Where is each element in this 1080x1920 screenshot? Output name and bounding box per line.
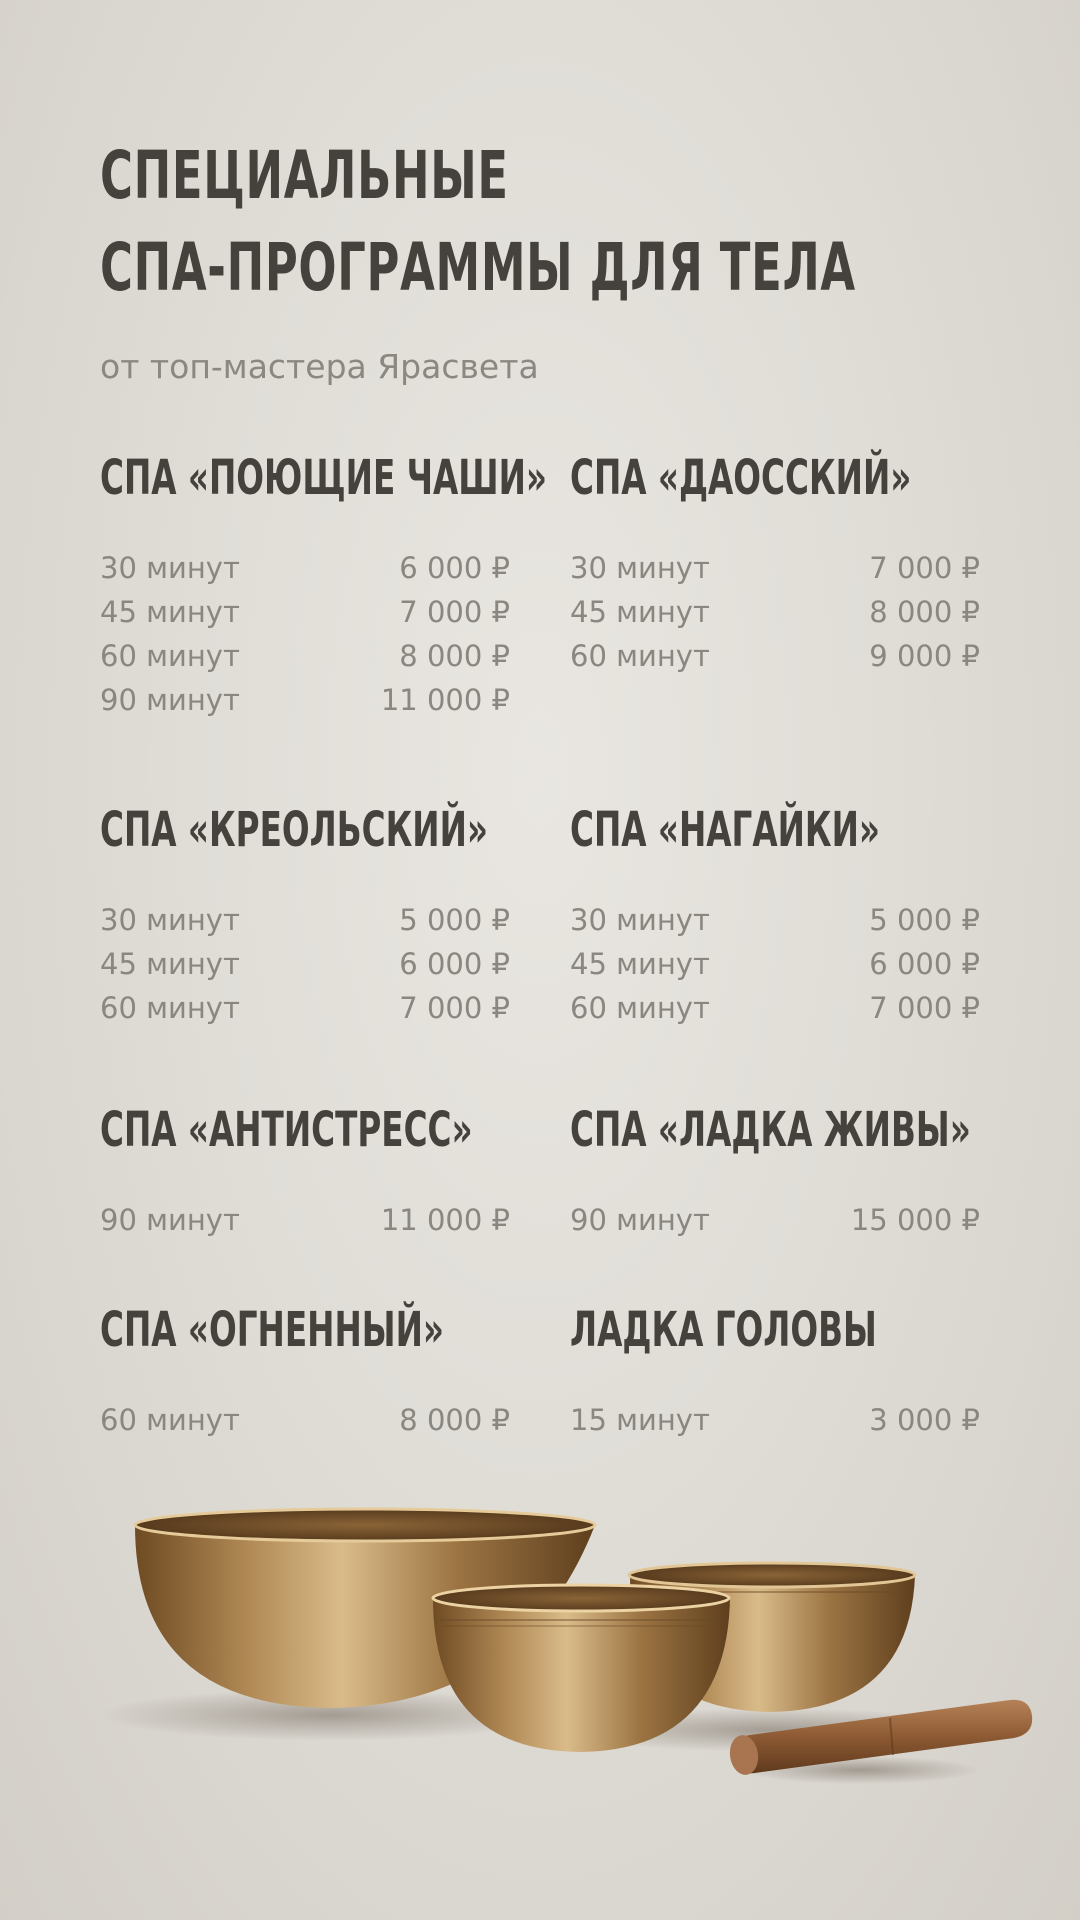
duration-label: 60 минут [100,991,240,1025]
duration-label: 60 минут [100,1403,240,1437]
price-row [570,546,980,590]
price-list [570,898,980,1030]
price-value: 7 000 ₽ [399,991,510,1025]
program-card-nagaiki [570,800,980,1030]
price-row [570,898,980,942]
duration-label: 90 минут [100,683,240,717]
price-row [570,1398,980,1442]
price-value: 11 000 ₽ [380,1203,510,1237]
program-card-ladka-zhivy [570,1100,980,1242]
singing-bowls-illustration [0,1480,1080,1800]
duration-label: 60 минут [570,991,710,1025]
price-list [570,546,980,678]
price-value: 6 000 ₽ [399,947,510,981]
price-list [100,546,510,722]
duration-label: 45 минут [100,595,240,629]
duration-label: 60 минут [100,639,240,673]
price-list [100,1198,510,1242]
price-row [570,1198,980,1242]
program-name: СПА «КРЕОЛЬСКИЙ» [100,802,488,858]
price-row [100,1398,510,1442]
price-value: 11 000 ₽ [380,683,510,717]
price-value: 7 000 ₽ [869,551,980,585]
price-value: 15 000 ₽ [850,1203,980,1237]
price-row [100,898,510,942]
price-row [100,678,510,722]
price-row [570,634,980,678]
program-name: СПА «ДАОССКИЙ» [570,450,912,506]
page-title-line-2: СПА-ПРОГРАММЫ ДЛЯ ТЕЛА [100,229,856,306]
price-value: 3 000 ₽ [869,1403,980,1437]
price-value: 8 000 ₽ [399,639,510,673]
price-row [100,546,510,590]
duration-label: 30 минут [100,551,240,585]
price-row [570,942,980,986]
price-value: 7 000 ₽ [869,991,980,1025]
price-row [100,986,510,1030]
duration-label: 90 минут [570,1203,710,1237]
price-value: 8 000 ₽ [869,595,980,629]
price-row [100,590,510,634]
program-name: ЛАДКА ГОЛОВЫ [570,1302,877,1358]
program-name: СПА «ПОЮЩИЕ ЧАШИ» [100,450,547,506]
price-value: 6 000 ₽ [399,551,510,585]
duration-label: 30 минут [570,551,710,585]
price-value: 5 000 ₽ [869,903,980,937]
price-row [570,986,980,1030]
duration-label: 45 минут [100,947,240,981]
price-value: 5 000 ₽ [399,903,510,937]
price-list [100,898,510,1030]
program-card-creole [100,800,510,1030]
program-name: СПА «НАГАЙКИ» [570,802,881,858]
price-row [100,942,510,986]
program-card-fiery [100,1300,510,1442]
page-title-line-1: СПЕЦИАЛЬНЫЕ [100,137,509,214]
duration-label: 30 минут [100,903,240,937]
program-card-head-massage [570,1300,980,1442]
price-value: 6 000 ₽ [869,947,980,981]
program-card-taoist [570,448,980,678]
duration-label: 60 минут [570,639,710,673]
program-card-antistress [100,1100,510,1242]
duration-label: 45 минут [570,947,710,981]
price-list [570,1398,980,1442]
program-name: СПА «ЛАДКА ЖИВЫ» [570,1102,971,1158]
price-value: 9 000 ₽ [869,639,980,673]
price-list [100,1398,510,1442]
price-row [100,634,510,678]
duration-label: 30 минут [570,903,710,937]
program-name: СПА «АНТИСТРЕСС» [100,1102,473,1158]
price-value: 7 000 ₽ [399,595,510,629]
price-row [100,1198,510,1242]
program-name: СПА «ОГНЕННЫЙ» [100,1302,444,1358]
price-row [570,590,980,634]
page-title [100,130,856,314]
duration-label: 45 минут [570,595,710,629]
program-card-singing-bowls [100,448,547,722]
duration-label: 90 минут [100,1203,240,1237]
price-value: 8 000 ₽ [399,1403,510,1437]
price-list [570,1198,980,1242]
page-subtitle: от топ-мастера Ярасвета [100,347,539,386]
duration-label: 15 минут [570,1403,710,1437]
